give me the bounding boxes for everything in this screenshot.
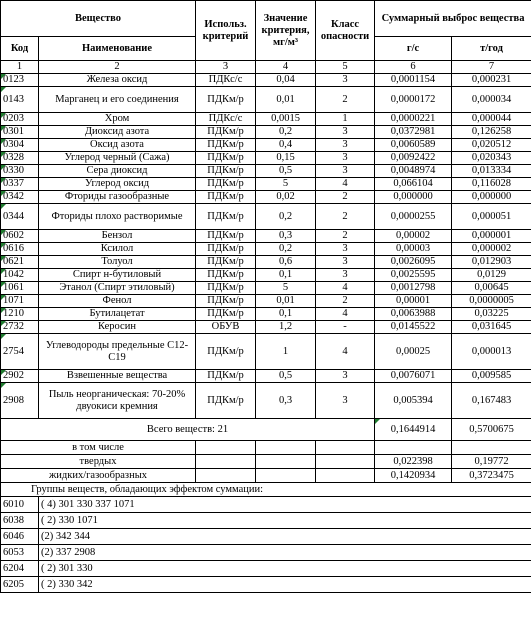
group-members: ( 2) 301 330 bbox=[39, 561, 531, 577]
table-row bbox=[1, 334, 531, 370]
class-cell: 3 bbox=[316, 269, 375, 282]
gs-cell: 0,005394 bbox=[375, 383, 452, 419]
group-members: (2) 342 344 bbox=[39, 529, 531, 545]
group-row bbox=[1, 497, 531, 513]
gs-cell: 0,0076071 bbox=[375, 370, 452, 383]
substance-code: 2732 bbox=[1, 321, 39, 334]
substance-name: Фенол bbox=[39, 295, 196, 308]
ty-cell: 0,012903 bbox=[452, 256, 531, 269]
class-cell: 3 bbox=[316, 165, 375, 178]
substance-name: Спирт н-бутиловый bbox=[39, 269, 196, 282]
totals-row bbox=[1, 441, 531, 455]
value-cell: 0,2 bbox=[256, 204, 316, 230]
empty-cell bbox=[316, 441, 375, 455]
total-gs: 0,1644914 bbox=[375, 419, 452, 441]
value-cell: 0,02 bbox=[256, 191, 316, 204]
value-cell: 0,2 bbox=[256, 126, 316, 139]
table-row bbox=[1, 139, 531, 152]
substance-code: 0342 bbox=[1, 191, 39, 204]
substance-code: 0616 bbox=[1, 243, 39, 256]
substance-code: 0123 bbox=[1, 74, 39, 87]
substance-name: Ксилол bbox=[39, 243, 196, 256]
value-cell: 0,3 bbox=[256, 230, 316, 243]
group-members: ( 4) 301 330 337 1071 bbox=[39, 497, 531, 513]
ty-cell: 0,000001 bbox=[452, 230, 531, 243]
value-cell: 0,5 bbox=[256, 165, 316, 178]
col-num: 6 bbox=[375, 61, 452, 74]
table-row bbox=[1, 113, 531, 126]
group-code: 6046 bbox=[1, 529, 39, 545]
substance-code: 1210 bbox=[1, 308, 39, 321]
header-gs: г/с bbox=[375, 37, 452, 61]
gs-cell: 0,00025 bbox=[375, 334, 452, 370]
value-cell: 1,2 bbox=[256, 321, 316, 334]
class-cell: 3 bbox=[316, 243, 375, 256]
table-row bbox=[1, 269, 531, 282]
total-ty: 0,5700675 bbox=[452, 419, 531, 441]
table-row bbox=[1, 282, 531, 295]
substance-name: Хром bbox=[39, 113, 196, 126]
gs-cell: 0,066104 bbox=[375, 178, 452, 191]
group-code: 6010 bbox=[1, 497, 39, 513]
substance-code: 1071 bbox=[1, 295, 39, 308]
table-row bbox=[1, 383, 531, 419]
table-row bbox=[1, 74, 531, 87]
criterion-cell: ОБУВ bbox=[196, 321, 256, 334]
substance-code: 0328 bbox=[1, 152, 39, 165]
ty-cell: 0,116028 bbox=[452, 178, 531, 191]
ty-cell: 0,000013 bbox=[452, 334, 531, 370]
gs-cell: 0,0012798 bbox=[375, 282, 452, 295]
value-cell: 0,1 bbox=[256, 269, 316, 282]
table-row bbox=[1, 256, 531, 269]
criterion-cell: ПДКс/с bbox=[196, 113, 256, 126]
substance-code: 2754 bbox=[1, 334, 39, 370]
criterion-cell: ПДКм/р bbox=[196, 126, 256, 139]
empty-cell bbox=[316, 455, 375, 469]
table-row bbox=[1, 165, 531, 178]
groups-title-row bbox=[1, 483, 531, 497]
substance-name: Толуол bbox=[39, 256, 196, 269]
substance-code: 0330 bbox=[1, 165, 39, 178]
col-num: 4 bbox=[256, 61, 316, 74]
empty-cell bbox=[256, 441, 316, 455]
ty-cell: 0,020343 bbox=[452, 152, 531, 165]
solid-gs: 0,022398 bbox=[375, 455, 452, 469]
header-criterion: Использ. критерий bbox=[196, 1, 256, 61]
ty-cell: 0,00645 bbox=[452, 282, 531, 295]
class-cell: 3 bbox=[316, 256, 375, 269]
empty-cell bbox=[196, 455, 256, 469]
class-cell: 3 bbox=[316, 370, 375, 383]
group-members: ( 2) 330 1071 bbox=[39, 513, 531, 529]
substance-name: Бензол bbox=[39, 230, 196, 243]
liquid-ty: 0,3723475 bbox=[452, 469, 531, 483]
ty-cell: 0,126258 bbox=[452, 126, 531, 139]
class-cell: 2 bbox=[316, 204, 375, 230]
criterion-cell: ПДКм/р bbox=[196, 230, 256, 243]
substance-name: Фториды плохо растворимые bbox=[39, 204, 196, 230]
solid-ty: 0,19772 bbox=[452, 455, 531, 469]
gs-cell: 0,0063988 bbox=[375, 308, 452, 321]
table-row bbox=[1, 321, 531, 334]
group-row bbox=[1, 513, 531, 529]
ty-cell: 0,0129 bbox=[452, 269, 531, 282]
criterion-cell: ПДКм/р bbox=[196, 308, 256, 321]
group-row bbox=[1, 577, 531, 593]
class-cell: 3 bbox=[316, 74, 375, 87]
value-cell: 0,15 bbox=[256, 152, 316, 165]
table-row bbox=[1, 308, 531, 321]
value-cell: 0,3 bbox=[256, 383, 316, 419]
substance-name: Диоксид азота bbox=[39, 126, 196, 139]
empty-cell bbox=[196, 469, 256, 483]
ty-cell: 0,031645 bbox=[452, 321, 531, 334]
class-cell: 3 bbox=[316, 139, 375, 152]
criterion-cell: ПДКм/р bbox=[196, 152, 256, 165]
value-cell: 0,0015 bbox=[256, 113, 316, 126]
header-ty: т/год bbox=[452, 37, 531, 61]
substance-code: 0602 bbox=[1, 230, 39, 243]
col-num: 5 bbox=[316, 61, 375, 74]
gs-cell: 0,0000255 bbox=[375, 204, 452, 230]
substance-name: Углерод черный (Сажа) bbox=[39, 152, 196, 165]
substance-name: Сера диоксид bbox=[39, 165, 196, 178]
value-cell: 0,6 bbox=[256, 256, 316, 269]
substance-name: Марганец и его соединения bbox=[39, 87, 196, 113]
value-cell: 5 bbox=[256, 282, 316, 295]
substance-code: 0337 bbox=[1, 178, 39, 191]
criterion-cell: ПДКм/р bbox=[196, 178, 256, 191]
ty-cell: 0,000231 bbox=[452, 74, 531, 87]
gs-cell: 0,00002 bbox=[375, 230, 452, 243]
table-row bbox=[1, 230, 531, 243]
ty-cell: 0,020512 bbox=[452, 139, 531, 152]
class-cell: 1 bbox=[316, 113, 375, 126]
value-cell: 0,04 bbox=[256, 74, 316, 87]
col-num: 2 bbox=[39, 61, 196, 74]
gs-cell: 0,00003 bbox=[375, 243, 452, 256]
substance-code: 0304 bbox=[1, 139, 39, 152]
substance-name: Этанол (Спирт этиловый) bbox=[39, 282, 196, 295]
value-cell: 0,1 bbox=[256, 308, 316, 321]
gs-cell: 0,0000172 bbox=[375, 87, 452, 113]
table-row bbox=[1, 126, 531, 139]
gs-cell: 0,00001 bbox=[375, 295, 452, 308]
table-row bbox=[1, 191, 531, 204]
totals-row bbox=[1, 455, 531, 469]
substance-name: Углерод оксид bbox=[39, 178, 196, 191]
ty-cell: 0,000051 bbox=[452, 204, 531, 230]
criterion-cell: ПДКм/р bbox=[196, 383, 256, 419]
ty-cell: 0,03225 bbox=[452, 308, 531, 321]
class-cell: 4 bbox=[316, 334, 375, 370]
table-row bbox=[1, 243, 531, 256]
group-row bbox=[1, 545, 531, 561]
substance-name: Бутилацетат bbox=[39, 308, 196, 321]
col-num: 7 bbox=[452, 61, 531, 74]
value-cell: 0,4 bbox=[256, 139, 316, 152]
substance-code: 2902 bbox=[1, 370, 39, 383]
ty-cell: 0,000034 bbox=[452, 87, 531, 113]
substance-name: Фториды газообразные bbox=[39, 191, 196, 204]
value-cell: 1 bbox=[256, 334, 316, 370]
group-row bbox=[1, 561, 531, 577]
empty-cell bbox=[256, 469, 316, 483]
criterion-cell: ПДКм/р bbox=[196, 165, 256, 178]
value-cell: 0,2 bbox=[256, 243, 316, 256]
gs-cell: 0,000000 bbox=[375, 191, 452, 204]
substance-code: 0344 bbox=[1, 204, 39, 230]
ty-cell: 0,0000005 bbox=[452, 295, 531, 308]
substance-code: 0301 bbox=[1, 126, 39, 139]
substance-code: 1061 bbox=[1, 282, 39, 295]
empty-cell bbox=[375, 441, 452, 455]
substance-name: Пыль неорганическая: 70-20% двуокиси кремния bbox=[39, 383, 196, 419]
table-row bbox=[1, 87, 531, 113]
header-class: Класс опасности bbox=[316, 1, 375, 61]
class-cell: 3 bbox=[316, 152, 375, 165]
criterion-cell: ПДКм/р bbox=[196, 295, 256, 308]
criterion-cell: ПДКм/р bbox=[196, 370, 256, 383]
col-num: 3 bbox=[196, 61, 256, 74]
group-members: ( 2) 330 342 bbox=[39, 577, 531, 593]
substance-code: 1042 bbox=[1, 269, 39, 282]
group-code: 6204 bbox=[1, 561, 39, 577]
gs-cell: 0,0025595 bbox=[375, 269, 452, 282]
column-number-row bbox=[1, 61, 531, 74]
substance-name: Оксид азота bbox=[39, 139, 196, 152]
gs-cell: 0,0372981 bbox=[375, 126, 452, 139]
empty-cell bbox=[196, 441, 256, 455]
empty-cell bbox=[316, 469, 375, 483]
totals-row bbox=[1, 419, 531, 441]
header-substance: Вещество bbox=[1, 1, 196, 37]
substance-code: 0621 bbox=[1, 256, 39, 269]
class-cell: 2 bbox=[316, 87, 375, 113]
including-label: в том числе bbox=[1, 441, 196, 455]
empty-cell bbox=[452, 441, 531, 455]
ty-cell: 0,000002 bbox=[452, 243, 531, 256]
liquid-label: жидких/газообразных bbox=[1, 469, 196, 483]
ty-cell: 0,000044 bbox=[452, 113, 531, 126]
gs-cell: 0,0001154 bbox=[375, 74, 452, 87]
group-row bbox=[1, 529, 531, 545]
table-row bbox=[1, 295, 531, 308]
solid-label: твердых bbox=[1, 455, 196, 469]
class-cell: 4 bbox=[316, 308, 375, 321]
substance-name: Железа оксид bbox=[39, 74, 196, 87]
ty-cell: 0,000000 bbox=[452, 191, 531, 204]
class-cell: 2 bbox=[316, 191, 375, 204]
gs-cell: 0,0145522 bbox=[375, 321, 452, 334]
value-cell: 5 bbox=[256, 178, 316, 191]
header-name: Наименование bbox=[39, 37, 196, 61]
table-row bbox=[1, 370, 531, 383]
criterion-cell: ПДКм/р bbox=[196, 269, 256, 282]
criterion-cell: ПДКс/с bbox=[196, 74, 256, 87]
value-cell: 0,5 bbox=[256, 370, 316, 383]
class-cell: 4 bbox=[316, 178, 375, 191]
substance-name: Взвешенные вещества bbox=[39, 370, 196, 383]
gs-cell: 0,0026095 bbox=[375, 256, 452, 269]
totals-row bbox=[1, 469, 531, 483]
ty-cell: 0,009585 bbox=[452, 370, 531, 383]
groups-title: Группы веществ, обладающих эффектом суммации: bbox=[1, 483, 531, 497]
criterion-cell: ПДКм/р bbox=[196, 282, 256, 295]
criterion-cell: ПДКм/р bbox=[196, 204, 256, 230]
criterion-cell: ПДКм/р bbox=[196, 139, 256, 152]
criterion-cell: ПДКм/р bbox=[196, 191, 256, 204]
substance-name: Углеводороды предельные С12-С19 bbox=[39, 334, 196, 370]
gs-cell: 0,0000221 bbox=[375, 113, 452, 126]
liquid-gs: 0,1420934 bbox=[375, 469, 452, 483]
group-code: 6205 bbox=[1, 577, 39, 593]
class-cell: 3 bbox=[316, 383, 375, 419]
ty-cell: 0,013334 bbox=[452, 165, 531, 178]
substance-code: 0143 bbox=[1, 87, 39, 113]
table-row bbox=[1, 204, 531, 230]
substance-name: Керосин bbox=[39, 321, 196, 334]
header-emission: Суммарный выброс вещества bbox=[375, 1, 531, 37]
table-row bbox=[1, 178, 531, 191]
criterion-cell: ПДКм/р bbox=[196, 243, 256, 256]
group-members: (2) 337 2908 bbox=[39, 545, 531, 561]
criterion-cell: ПДКм/р bbox=[196, 256, 256, 269]
value-cell: 0,01 bbox=[256, 87, 316, 113]
class-cell: - bbox=[316, 321, 375, 334]
header-value: Значение критерия, мг/м³ bbox=[256, 1, 316, 61]
criterion-cell: ПДКм/р bbox=[196, 87, 256, 113]
gs-cell: 0,0048974 bbox=[375, 165, 452, 178]
class-cell: 2 bbox=[316, 230, 375, 243]
group-code: 6038 bbox=[1, 513, 39, 529]
class-cell: 3 bbox=[316, 126, 375, 139]
group-code: 6053 bbox=[1, 545, 39, 561]
substance-code: 0203 bbox=[1, 113, 39, 126]
substance-code: 2908 bbox=[1, 383, 39, 419]
gs-cell: 0,0092422 bbox=[375, 152, 452, 165]
class-cell: 2 bbox=[316, 295, 375, 308]
empty-cell bbox=[256, 455, 316, 469]
header-code: Код bbox=[1, 37, 39, 61]
ty-cell: 0,167483 bbox=[452, 383, 531, 419]
table-row bbox=[1, 152, 531, 165]
value-cell: 0,01 bbox=[256, 295, 316, 308]
col-num: 1 bbox=[1, 61, 39, 74]
total-label: Всего веществ: 21 bbox=[1, 419, 375, 441]
gs-cell: 0,0060589 bbox=[375, 139, 452, 152]
criterion-cell: ПДКм/р bbox=[196, 334, 256, 370]
class-cell: 4 bbox=[316, 282, 375, 295]
